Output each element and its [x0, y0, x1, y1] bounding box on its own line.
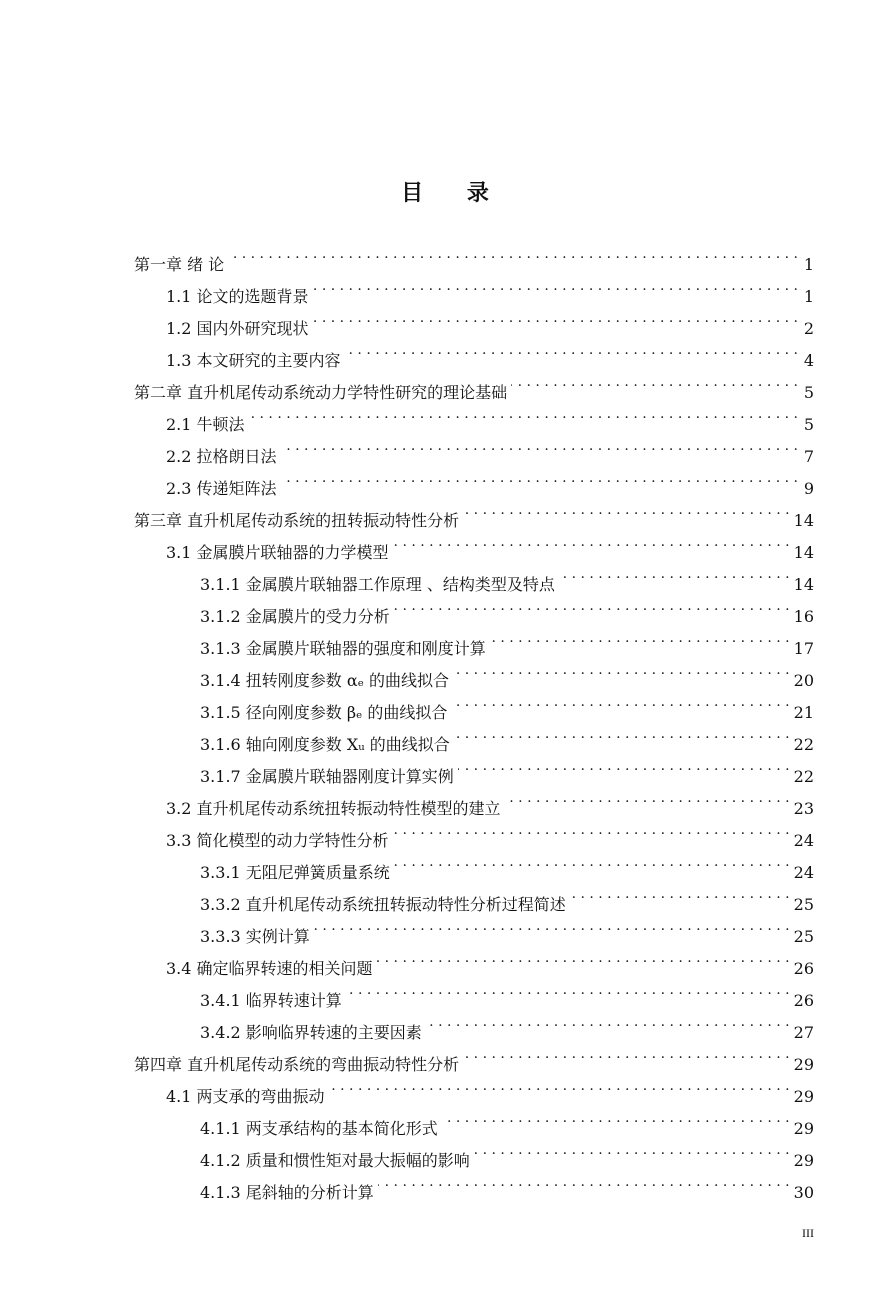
- toc-entry-page: 23: [793, 799, 814, 818]
- dot-leader: [314, 910, 790, 942]
- toc-entry-page: 30: [793, 1183, 814, 1202]
- toc-entry-page: 1: [803, 255, 814, 274]
- dot-leader: [453, 654, 790, 686]
- dot-leader: [249, 398, 798, 430]
- toc-entry-page: 24: [793, 831, 814, 850]
- dot-leader: [490, 622, 790, 654]
- toc-entry-label: 3.1.7 金属膜片联轴器刚度计算实例: [200, 767, 454, 786]
- toc-entry-label: 3.4.1 临界转速计算: [200, 991, 342, 1010]
- toc-entry-label: 3.2 直升机尾传动系统扭转振动特性模型的建立: [166, 799, 501, 818]
- toc-entry-page: 5: [803, 383, 814, 402]
- toc-entry-label: 4.1.2 质量和惯性矩对最大振幅的影响: [200, 1151, 470, 1170]
- toc-entry-label: 3.3 简化模型的动力学特性分析: [166, 831, 389, 850]
- toc-entry-page: 27: [793, 1023, 814, 1042]
- toc-entry-label: 1.2 国内外研究现状: [166, 319, 309, 338]
- toc-entry-page: 22: [793, 767, 814, 786]
- toc-entry-label: 第四章 直升机尾传动系统的弯曲振动特性分析: [134, 1055, 460, 1074]
- page-number: III: [802, 1226, 814, 1240]
- toc-entry-page: 2: [803, 319, 814, 338]
- toc-entry-label: 第二章 直升机尾传动系统动力学特性研究的理论基础: [134, 383, 508, 402]
- dot-leader: [463, 494, 790, 526]
- toc-entry-label: 3.1.2 金属膜片的受力分析: [200, 607, 390, 626]
- toc-entry-label: 3.1 金属膜片联轴器的力学模型: [166, 543, 389, 562]
- toc-entry-page: 29: [793, 1151, 814, 1170]
- dot-leader: [281, 430, 798, 462]
- dot-leader: [454, 718, 790, 750]
- toc-entry-page: 4: [803, 351, 814, 370]
- toc-entry-page: 26: [793, 959, 814, 978]
- toc-entry-label: 4.1.3 尾斜轴的分析计算: [200, 1183, 374, 1202]
- dot-leader: [458, 750, 790, 782]
- toc-entry-label: 3.1.1 金属膜片联轴器工作原理 、结构类型及特点: [200, 575, 555, 594]
- toc-entry-page: 17: [793, 639, 814, 658]
- toc-entry-label: 第三章 直升机尾传动系统的扭转振动特性分析: [134, 511, 460, 530]
- dot-leader: [394, 590, 790, 622]
- toc-entry-label: 3.1.4 扭转刚度参数 αₑ 的曲线拟合: [200, 671, 449, 690]
- toc-entry-label: 3.1.3 金属膜片联轴器的强度和刚度计算: [200, 639, 486, 658]
- dot-leader: [463, 1038, 790, 1070]
- dot-leader: [442, 1102, 790, 1134]
- toc-entry-label: 3.3.3 实例计算: [200, 927, 310, 946]
- toc-entry-page: 29: [793, 1119, 814, 1138]
- dot-leader: [228, 238, 798, 270]
- toc-entry-label: 1.3 本文研究的主要内容: [166, 351, 341, 370]
- toc-entry-label: 2.3 传递矩阵法: [166, 479, 277, 498]
- toc-title: 目 录: [401, 180, 507, 206]
- dot-leader: [393, 814, 790, 846]
- dot-leader: [505, 782, 790, 814]
- toc-entry-page: 25: [793, 927, 814, 946]
- table-of-contents: [134, 238, 814, 1202]
- toc-entry-page: 26: [793, 991, 814, 1010]
- toc-entry-page: 7: [803, 447, 814, 466]
- toc-entry-page: 29: [793, 1087, 814, 1106]
- dot-leader: [570, 878, 790, 910]
- toc-entry-label: 4.1 两支承的弯曲振动: [166, 1087, 325, 1106]
- toc-entry[interactable]: [134, 270, 814, 306]
- toc-entry-page: 21: [793, 703, 814, 722]
- toc-entry-label: 3.1.6 轴向刚度参数 Xᵤ 的曲线拟合: [200, 735, 450, 754]
- dot-leader: [345, 334, 798, 366]
- toc-entry-page: 24: [793, 863, 814, 882]
- toc-entry-page: 1: [803, 287, 814, 306]
- toc-entry-page: 20: [793, 671, 814, 690]
- toc-entry-page: 14: [793, 575, 814, 594]
- toc-entry-page: 16: [793, 607, 814, 626]
- toc-entry-page: 22: [793, 735, 814, 754]
- toc-entry-label: 2.1 牛顿法: [166, 415, 245, 434]
- toc-entry-page: 14: [793, 543, 814, 562]
- dot-leader: [313, 302, 798, 334]
- dot-leader: [329, 1070, 790, 1102]
- dot-leader: [451, 686, 789, 718]
- toc-entry-label: 3.1.5 径向刚度参数 βₑ 的曲线拟合: [200, 703, 448, 722]
- dot-leader: [394, 846, 790, 878]
- toc-entry-label: 3.4.2 影响临界转速的主要因素: [200, 1023, 422, 1042]
- toc-entry-page: 14: [793, 511, 814, 530]
- toc-entry-page: 5: [803, 415, 814, 434]
- toc-entry-page: 25: [793, 895, 814, 914]
- toc-entry-label: 1.1 论文的选题背景: [166, 287, 309, 306]
- dot-leader: [378, 1166, 790, 1198]
- toc-entry[interactable]: [134, 238, 814, 274]
- dot-leader: [346, 974, 790, 1006]
- dot-leader: [511, 366, 798, 398]
- dot-leader: [313, 270, 798, 302]
- toc-entry-page: 9: [803, 479, 814, 498]
- toc-entry-label: 3.4 确定临界转速的相关问题: [166, 959, 373, 978]
- toc-entry-label: 4.1.1 两支承结构的基本简化形式: [200, 1119, 438, 1138]
- toc-entry-label: 3.3.2 直升机尾传动系统扭转振动特性分析过程简述: [200, 895, 566, 914]
- dot-leader: [393, 526, 790, 558]
- dot-leader: [474, 1134, 790, 1166]
- dot-leader: [559, 558, 790, 590]
- toc-entry-label: 第一章 绪 论: [134, 255, 225, 274]
- toc-entry-label: 3.3.1 无阻尼弹簧质量系统: [200, 863, 390, 882]
- dot-leader: [281, 462, 798, 494]
- dot-leader: [377, 942, 790, 974]
- toc-entry-page: 29: [793, 1055, 814, 1074]
- dot-leader: [426, 1006, 790, 1038]
- toc-entry-label: 2.2 拉格朗日法: [166, 447, 277, 466]
